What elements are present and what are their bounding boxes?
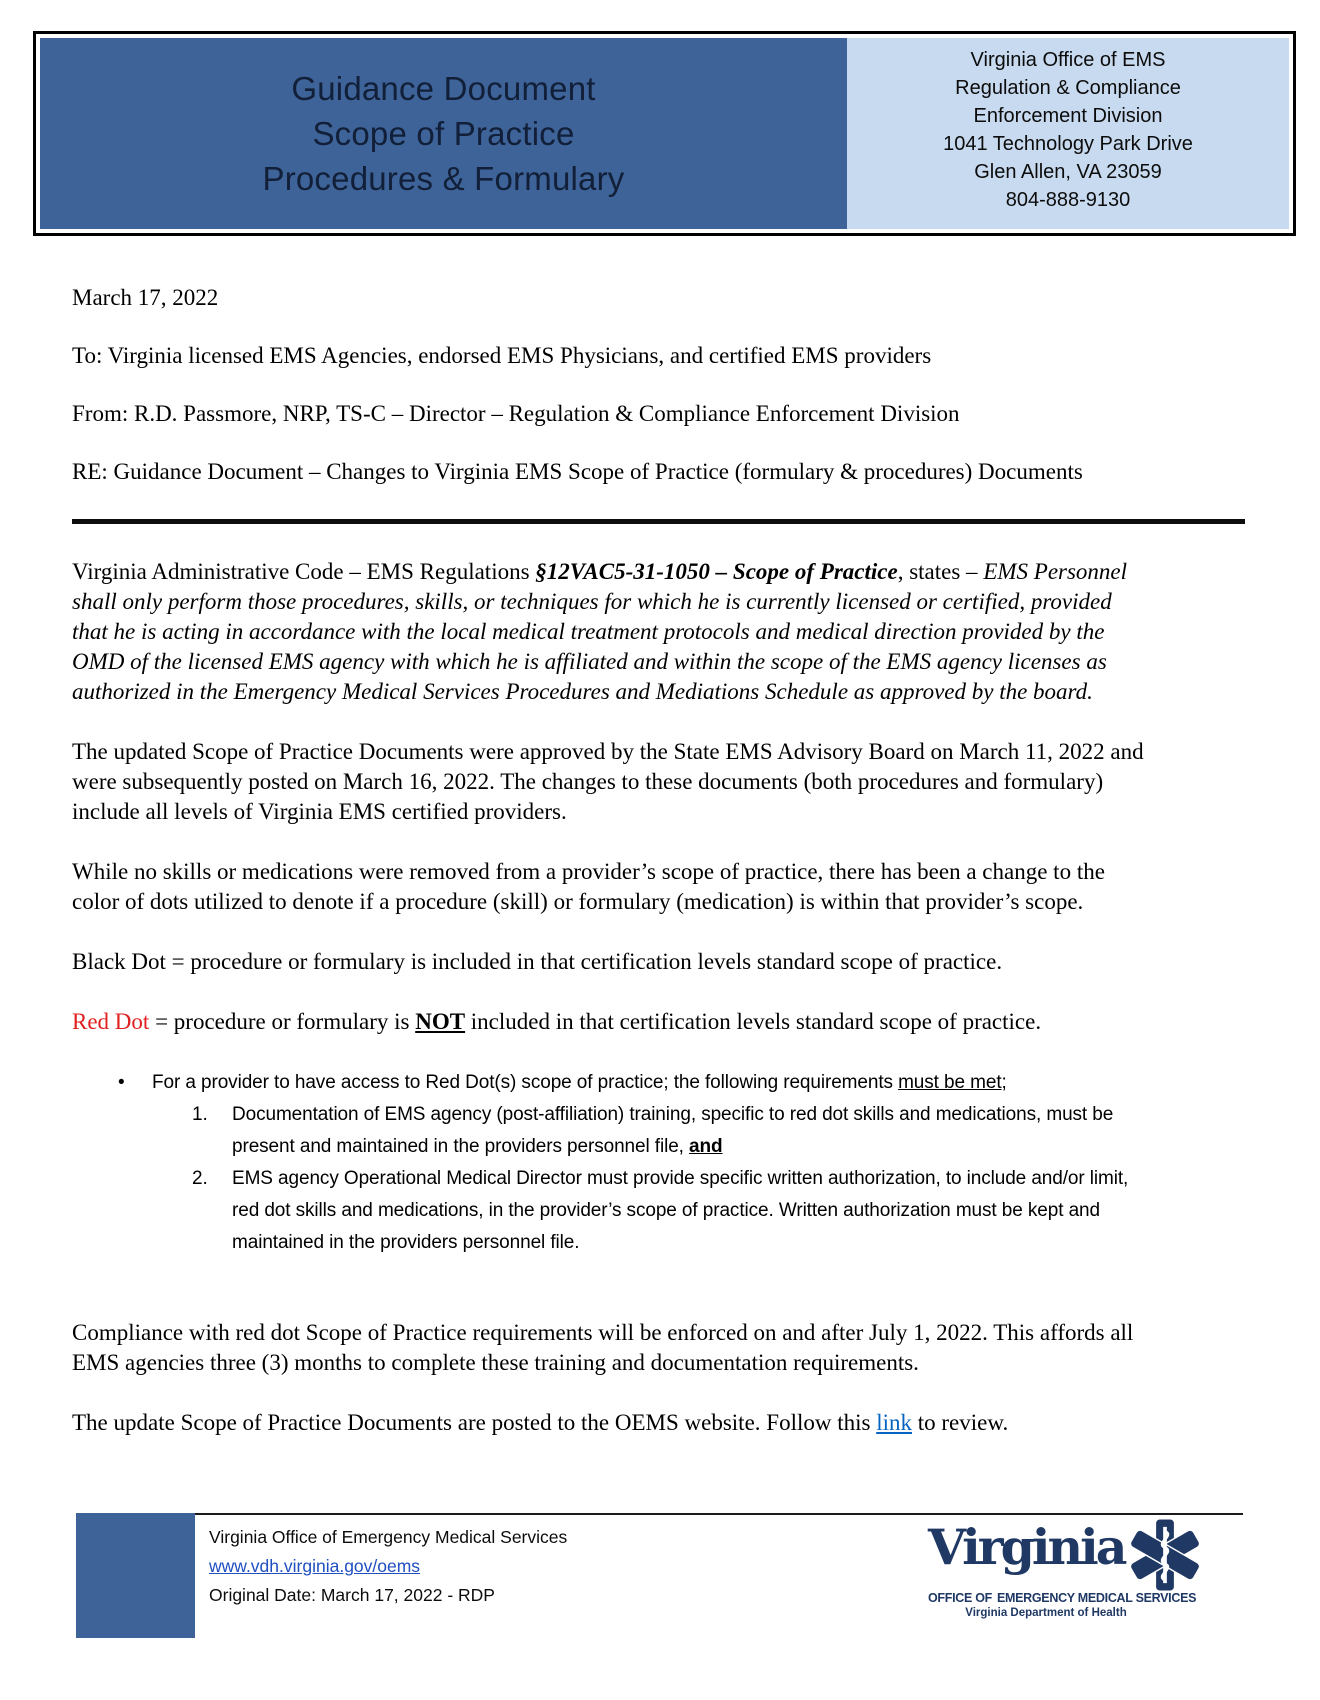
regulation-quote: EMS Personnel shall only perform those procedures, skills, or techniques for which he is currently licensed or certified, provided that he is acting in accordance with the local medical treatment protocols and medical direction provided by the OMD of the licensed EMS agency with which he is affiliated and within the scope of the EMS agency licenses as authorized in the Emergency Medical Services Procedures and Mediations Schedule as approved by the board.	[72, 559, 1128, 704]
compliance-paragraph: Compliance with red dot Scope of Practice requirements will be enforced on and after July 1, 2022. This affords all EMS agencies three (3) months to complete these training and documentation requirements.	[72, 1320, 1134, 1375]
black-dot-definition: Black Dot = procedure or formulary is included in that certification levels standard scope of practice.	[72, 949, 1003, 974]
star-of-life-icon	[1128, 1518, 1202, 1597]
red-dot-label: Red Dot	[72, 1009, 150, 1034]
requirements-bullet-text	[152, 1067, 1082, 1099]
website-text-pre: The update Scope of Practice Documents are posted to the OEMS website. Follow this	[72, 1410, 877, 1435]
footer-date: Original Date: March 17, 2022 - RDP	[209, 1585, 495, 1605]
title-line-1: Guidance Document	[291, 70, 596, 107]
list-item-2	[72, 1163, 1150, 1259]
updated-documents-paragraph: The updated Scope of Practice Documents were approved by the State EMS Advisory Board on March 11, 2022 and were subsequently posted on March 16, 2022. The changes to these documents (both procedures and formulary) include all levels of Virginia EMS certified providers.	[72, 739, 1144, 824]
memo-from: From: R.D. Passmore, NRP, TS-C – Director – Regulation & Compliance Enforcement Division	[72, 401, 960, 426]
bullet-text-post: ;	[1001, 1072, 1007, 1093]
header-address-box	[847, 38, 1289, 229]
list-item-1-number: 1.	[192, 1104, 208, 1125]
red-dot-rest: included in that certification levels standard scope of practice.	[465, 1009, 1042, 1034]
logo-ems-caps: EMERGENCY MEDICAL SERVICES	[996, 1591, 1197, 1605]
logo-row	[928, 1516, 1188, 1597]
must-be-met-underline: must be met	[898, 1072, 1002, 1093]
logo-department: Virginia Department of Health	[965, 1607, 1127, 1619]
oems-link[interactable]: link	[876, 1410, 912, 1435]
list-item-2-number: 2.	[192, 1168, 208, 1189]
bullet-icon: •	[118, 1072, 125, 1093]
regulation-paragraph	[72, 557, 1150, 707]
memo-date: March 17, 2022	[72, 285, 219, 310]
address-line: Glen Allen, VA 23059	[974, 161, 1162, 183]
address-line: 804-888-9130	[1005, 189, 1131, 211]
requirements-list	[72, 1067, 1150, 1259]
logo-caption	[928, 1591, 1197, 1605]
logo-office-of: OFFICE OF	[928, 1591, 992, 1605]
footer-rule	[195, 1513, 1243, 1515]
logo-virginia-wordmark: Virginia	[928, 1518, 1125, 1576]
list-item-1	[72, 1099, 1150, 1163]
title-line-2: Scope of Practice	[312, 115, 575, 152]
memo-to: To: Virginia licensed EMS Agencies, endorsed EMS Physicians, and certified EMS providers	[72, 343, 932, 368]
red-dot-not: NOT	[415, 1009, 466, 1034]
list-item-2-text: EMS agency Operational Medical Director must provide specific written authorization, to include and/or limit, red dot skills and medications, in the provider’s scope of practice. Written authorization must be kept and maintained in the providers personnel file.	[232, 1168, 1129, 1253]
address-line: 1041 Technology Park Drive	[943, 133, 1193, 155]
website-paragraph	[72, 1408, 1150, 1438]
address-line: Enforcement Division	[973, 105, 1163, 127]
dot-color-change-paragraph: While no skills or medications were removed from a provider’s scope of practice, there has been a change to the color of dots utilized to denote if a procedure (skill) or formulary (medication) is within that provider’s scope.	[72, 859, 1105, 914]
red-dot-mid: = procedure or formulary is	[149, 1009, 416, 1034]
website-text-post: to review.	[911, 1410, 1009, 1435]
document-header	[33, 31, 1296, 236]
memo-re: RE: Guidance Document – Changes to Virginia EMS Scope of Practice (formulary & procedures) Documents	[72, 459, 1083, 484]
regulation-intro: Virginia Administrative Code – EMS Regulations	[72, 559, 536, 584]
footer-url-link[interactable]: www.vdh.virginia.gov/oems	[209, 1556, 421, 1576]
regulation-states: , states –	[897, 559, 984, 584]
item-1-text: Documentation of EMS agency (post-affiliation) training, specific to red dot skills and medications, must be present and maintained in the providers personnel file,	[232, 1104, 1114, 1157]
bullet-text-pre: For a provider to have access to Red Dot(s) scope of practice; the following requirements	[152, 1072, 899, 1093]
footer-org: Virginia Office of Emergency Medical Services	[209, 1527, 568, 1547]
title-line-3: Procedures & Formulary	[262, 160, 625, 197]
requirements-bullet	[72, 1067, 1150, 1099]
regulation-citation: §12VAC5-31-1050 – Scope of Practice	[535, 559, 898, 584]
address-line: Regulation & Compliance	[955, 77, 1181, 99]
document-body	[72, 283, 1150, 1468]
list-item-1-text	[232, 1099, 1150, 1163]
divider-rule	[72, 519, 1245, 524]
red-dot-definition	[72, 1007, 1150, 1037]
footer-accent-block	[76, 1513, 195, 1638]
header-title-box	[40, 38, 847, 229]
oems-logo	[928, 1516, 1197, 1619]
item-1-and: and	[689, 1136, 723, 1157]
footer-text	[209, 1523, 567, 1610]
address-line: Virginia Office of EMS	[970, 49, 1166, 71]
